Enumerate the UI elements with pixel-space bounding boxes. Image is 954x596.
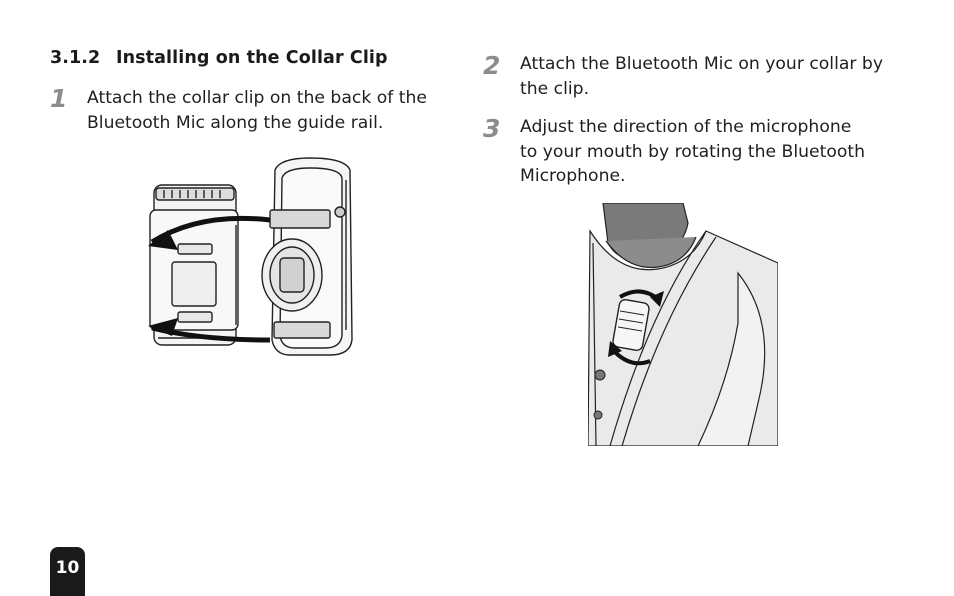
step-2-line-1: Attach the Bluetooth Mic on your collar by [520,54,884,74]
step-1-number: 1 [50,84,68,113]
step-3-line-1: Adjust the direction of the microphone [520,117,852,137]
person-wearing-mic-illustration [588,203,778,446]
step-3-line-3: Microphone. [520,166,626,186]
step-2-number: 2 [483,51,501,80]
step-2-line-2: the clip. [520,78,590,99]
step-3-text [520,115,910,189]
step-1-line-1: Attach the collar clip on the back of the [87,88,427,108]
step-1-text [87,86,447,135]
page-number-tab [50,547,85,596]
step-1-line-2: Bluetooth Mic along the guide rail. [87,112,384,133]
page-number: 10 [55,558,80,578]
collar-clip-illustration [140,150,365,360]
step-3-line-2: to your mouth by rotating the Bluetooth [520,141,865,162]
section-heading [50,48,388,68]
step-2-text [520,52,910,101]
step-3-number: 3 [483,114,501,143]
section-number: 3.1.2 [50,48,101,68]
section-title: Installing on the Collar Clip [116,48,388,68]
